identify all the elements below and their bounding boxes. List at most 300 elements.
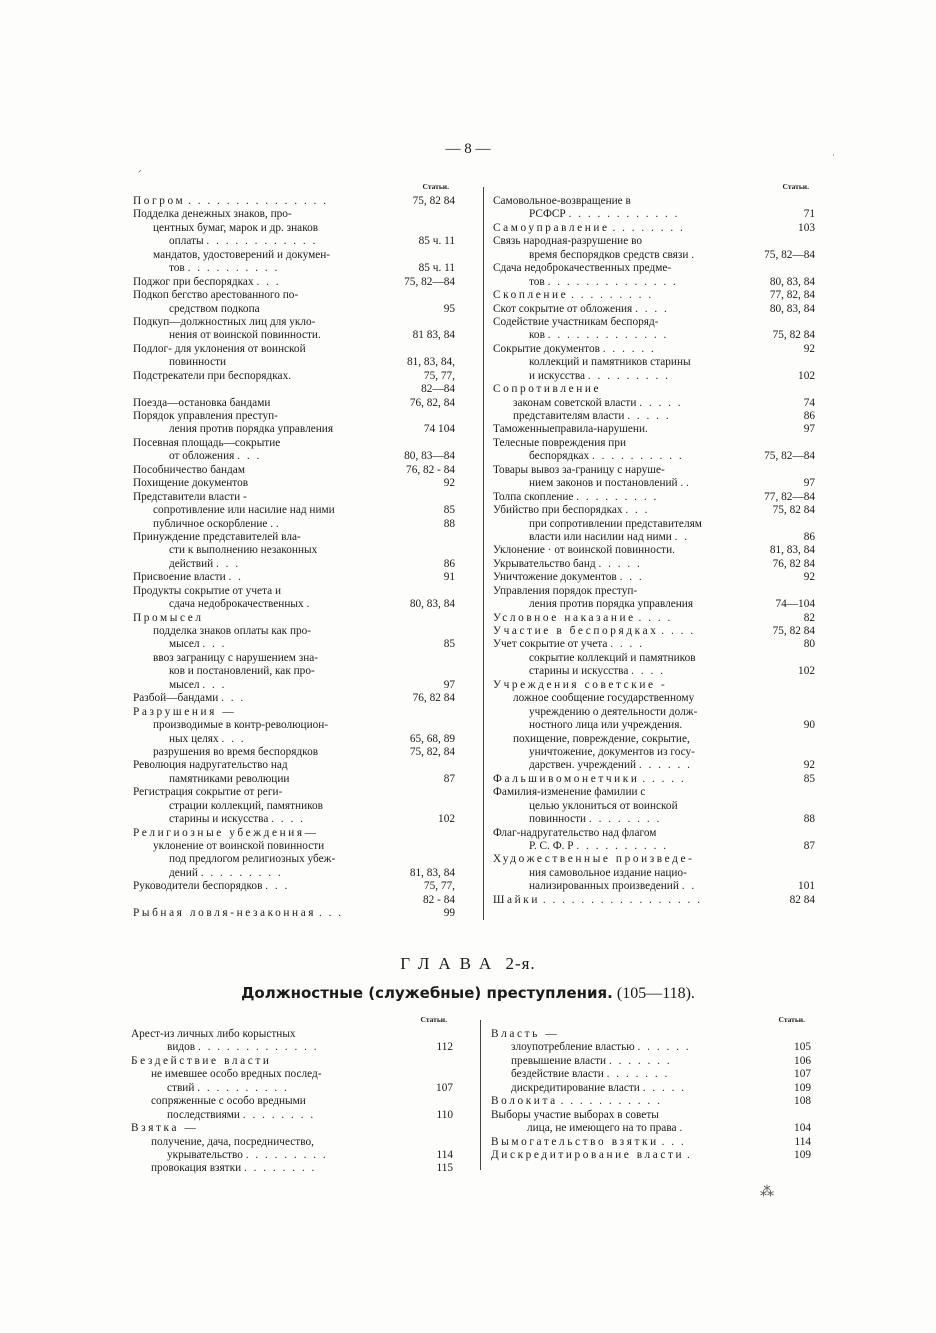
entry-text — [133, 195, 328, 208]
entry-text — [529, 706, 697, 719]
index-entry — [493, 867, 815, 880]
article-numbers: 80, 83, 84 — [409, 598, 455, 611]
column-header: Статьи. — [782, 182, 809, 191]
entry-text — [493, 423, 648, 436]
index-entry — [133, 464, 455, 477]
leader-dots: . . — [228, 571, 243, 584]
index-entry — [491, 1122, 811, 1135]
leader-dots: . . . . . . . . — [588, 813, 662, 826]
index-entry — [133, 491, 455, 504]
chapter-number: 2-я. — [505, 954, 536, 973]
entry-label: Уничтожение документов — [493, 571, 617, 584]
entry-label: Подстрекатели при беспорядках. — [133, 369, 292, 382]
entry-label: мысел — [169, 638, 200, 651]
leader-dots: . . . . . . . . — [612, 221, 685, 234]
entry-label: видов — [167, 1041, 196, 1054]
entry-label: повинности — [529, 813, 587, 826]
article-numbers: 86 — [803, 530, 815, 543]
entry-label: укрывательство — [167, 1148, 243, 1161]
entry-label: целью уклониться от воинской — [529, 799, 678, 812]
entry-text — [169, 800, 323, 813]
entry-text — [153, 518, 279, 531]
entry-label: законам советской власти — [513, 396, 637, 409]
entry-text — [133, 477, 248, 490]
article-numbers: 76, 82 - 84 — [406, 463, 455, 476]
article-numbers: 75, 82 84 — [772, 329, 815, 342]
entry-label: провокация взятки — [151, 1162, 242, 1175]
index-entry — [133, 813, 455, 826]
index-entry — [133, 652, 455, 665]
article-numbers: 104 — [794, 1122, 811, 1135]
leader-dots: . . . . . . . . . — [571, 289, 654, 302]
entry-text — [493, 638, 644, 651]
index-entry — [133, 235, 455, 248]
leader-dots: . . . . — [661, 625, 696, 637]
entry-label: Самовольное-возвращение в — [493, 195, 631, 207]
article-numbers: 110 — [436, 1108, 453, 1121]
entry-text — [131, 1122, 198, 1135]
index-entry — [493, 356, 815, 369]
entry-label: время беспорядков средств связи . — [529, 248, 695, 261]
entry-text — [513, 410, 671, 423]
index-entry — [493, 773, 815, 786]
index-entry — [133, 370, 455, 383]
entry-label: Поджог при беспорядках — [133, 275, 254, 288]
index-entry — [493, 719, 815, 732]
entry-text — [527, 1122, 682, 1135]
entry-text — [133, 786, 282, 799]
entry-label: Дискредитирование власти — [491, 1148, 685, 1161]
entry-label: подделка знаков оплаты как про- — [153, 625, 312, 637]
article-numbers: 92 — [803, 342, 815, 355]
entry-label: Регистрация сокрытие от реги- — [133, 786, 283, 799]
entry-text — [529, 477, 689, 490]
index-entry — [493, 612, 815, 625]
leader-dots: . . . . . . . . — [243, 1162, 317, 1175]
entry-label: власти или насилии над ними — [529, 530, 672, 543]
entry-label: Разрушения — — [133, 705, 237, 718]
entry-label: Сдача недоброкачественных предме- — [493, 262, 672, 275]
index-entry — [133, 544, 455, 557]
entry-label: Разбой—бандами — [133, 692, 219, 705]
index-entry — [491, 1068, 811, 1081]
entry-text — [491, 1136, 686, 1149]
index-entry — [133, 531, 455, 544]
entry-label: Поезда—остановка бандами — [133, 396, 271, 409]
index-entry — [493, 477, 815, 490]
entry-label: дискредитирование власти — [511, 1081, 640, 1094]
index-entry — [493, 544, 815, 557]
entry-label: Условное наказание — [493, 611, 636, 624]
index-entry — [133, 598, 455, 611]
entry-label: Принуждение представителей вла- — [133, 530, 301, 543]
index-entry — [493, 518, 815, 531]
entry-label: разрушения во время беспорядков — [153, 745, 319, 758]
ink-mark: · — [832, 150, 835, 160]
entry-text — [153, 719, 328, 732]
entry-text — [133, 464, 245, 477]
article-numbers: 102 — [798, 369, 815, 382]
index-column-top-right — [493, 181, 815, 907]
leader-dots: . . . . . — [642, 772, 686, 785]
leader-dots: . . . . . . . . . . . . . . . . . — [542, 893, 703, 906]
entry-label: при сопротивлении представителям — [529, 517, 702, 530]
index-entry — [493, 531, 815, 544]
entry-text — [529, 665, 665, 678]
leader-dots: . . — [674, 530, 690, 543]
entry-text — [151, 1162, 316, 1175]
index-entry — [493, 383, 815, 396]
entry-text — [529, 450, 684, 463]
entry-text — [167, 1082, 289, 1095]
index-entry — [493, 652, 815, 665]
entry-label: бездействие власти — [511, 1068, 604, 1081]
leader-dots: . . . . . . . . . . . . . . . — [188, 195, 329, 207]
entry-label: Рыбная ловля-незаконная — [133, 907, 317, 920]
index-entry — [493, 343, 815, 356]
index-entry — [493, 329, 815, 342]
entry-label: Выборы участие выборах в советы — [491, 1108, 659, 1121]
article-numbers: 97 — [803, 477, 815, 490]
entry-label: страции коллекций, памятников — [169, 799, 324, 812]
article-numbers: 81 83, 84 — [412, 329, 455, 342]
index-entry — [131, 1082, 453, 1095]
entry-label: Продукты сокрытие от учета и — [133, 584, 281, 597]
index-entry — [133, 625, 455, 638]
entry-text — [169, 638, 227, 651]
index-entry — [493, 746, 815, 759]
entry-text — [493, 612, 672, 625]
entry-text — [169, 329, 321, 342]
entry-text — [493, 464, 665, 477]
entry-text — [133, 612, 204, 625]
entry-text — [153, 222, 318, 235]
index-entry — [133, 558, 455, 571]
index-entry — [493, 665, 815, 678]
article-numbers: 76, 82 84 — [772, 557, 815, 570]
entry-text — [133, 706, 236, 719]
entry-label: ввоз заграницу с нарушением зна- — [153, 651, 319, 664]
entry-label: Присвоение власти — [133, 571, 226, 584]
entry-label: Вымогательство взятки — [491, 1135, 659, 1148]
entry-text — [493, 773, 686, 786]
article-numbers: 102 — [798, 665, 815, 678]
article-numbers: 82 — [803, 611, 815, 624]
entry-text — [133, 907, 343, 920]
article-numbers: 107 — [794, 1068, 811, 1081]
entry-label: Учреждения советские - — [493, 678, 668, 691]
index-entry — [491, 1055, 811, 1068]
article-numbers: 75, 77, — [423, 369, 455, 382]
entry-text — [169, 679, 227, 692]
column-header: Статьи. — [422, 182, 449, 191]
entry-text — [153, 625, 311, 638]
leader-dots: . . . . . . — [637, 1041, 691, 1054]
entry-text — [529, 880, 696, 893]
article-numbers: 87 — [443, 772, 455, 785]
entry-text — [529, 759, 692, 772]
entry-label: злоупотребление властью — [511, 1041, 635, 1054]
entry-text — [153, 746, 318, 759]
leader-dots: . . . — [265, 880, 290, 893]
leader-dots: . . . . . . . . . . . . . . — [547, 275, 678, 288]
leader-dots: . . . . . . . . . — [200, 866, 283, 879]
index-entry — [491, 1136, 811, 1149]
chapter-article-range: (105—118). — [616, 985, 695, 1002]
leader-dots: . . . . . . . . . . . . — [568, 208, 680, 221]
entry-text — [513, 692, 694, 705]
article-numbers: 108 — [794, 1095, 811, 1108]
entry-label: ления против порядка управления — [529, 598, 694, 611]
index-entry — [493, 894, 815, 907]
index-entry — [493, 786, 815, 799]
entry-text — [491, 1028, 559, 1041]
entry-label: похищение, повреждение, сокрытие, — [513, 732, 690, 745]
index-entry — [133, 907, 455, 920]
entry-label: Представители власти - — [133, 490, 247, 503]
entry-label: центных бумаг, марок и др. знаков — [153, 221, 319, 234]
page-number: — 8 — — [445, 141, 491, 157]
entry-label: Укрывательство банд — [493, 557, 596, 570]
index-entry — [493, 423, 815, 436]
index-entry — [133, 773, 455, 786]
entry-text — [529, 370, 670, 383]
article-numbers: 95 — [443, 302, 455, 315]
entry-text — [529, 329, 668, 342]
entry-label: беспорядках — [529, 450, 590, 463]
leader-dots: . . . . . . . . . — [245, 1148, 328, 1161]
entry-label: Подкоп бегство арестованного по- — [133, 289, 299, 302]
entry-label: мысел — [169, 678, 200, 691]
index-entry — [493, 625, 815, 638]
leader-dots: . . . . . . . . . . — [187, 262, 280, 275]
index-entry — [493, 370, 815, 383]
entry-label: ствий — [167, 1081, 195, 1094]
article-numbers: 92 — [803, 759, 815, 772]
entry-label: Уклонение · от воинской повинности. — [493, 544, 675, 557]
article-numbers: 109 — [794, 1148, 811, 1161]
article-numbers: 74 — [803, 396, 815, 409]
article-numbers: 75, 77, — [423, 880, 455, 893]
index-entry — [493, 195, 815, 208]
index-entry — [133, 276, 455, 289]
index-column-bottom-right — [491, 1014, 811, 1162]
entry-label: не имевшее особо вредных послед- — [151, 1068, 322, 1081]
entry-label: сокрытие коллекций и памятников — [529, 651, 696, 664]
index-entry — [493, 491, 815, 504]
entry-label: уничтожение, документов из госу- — [529, 745, 695, 758]
article-numbers: 114 — [436, 1148, 453, 1161]
entry-text — [511, 1068, 669, 1081]
article-numbers: 80, 83—84 — [404, 450, 455, 463]
entry-label: Подлог- для уклонения от воинской — [133, 342, 306, 355]
entry-label: Р. С. Ф. Р — [529, 840, 574, 852]
entry-text — [153, 249, 330, 262]
leader-dots: . . . — [202, 638, 227, 651]
index-entry — [493, 827, 815, 840]
index-entry — [133, 397, 455, 410]
leader-dots: . . . . . . . . . . — [576, 840, 669, 852]
entry-text — [529, 800, 678, 813]
leader-dots: . . . . — [635, 302, 669, 315]
entry-label: Содействие участникам беспоряд- — [493, 315, 659, 328]
index-entry — [493, 504, 815, 517]
index-entry — [493, 249, 815, 262]
article-numbers: 97 — [803, 423, 815, 436]
leader-dots: . . . . . . . . . — [576, 490, 659, 503]
entry-text — [131, 1055, 272, 1068]
index-entry — [493, 853, 815, 866]
entry-text — [133, 316, 315, 329]
entry-text — [493, 437, 626, 450]
entry-label: ния самовольное издание нацио- — [529, 866, 687, 879]
entry-label: от обложения — [169, 450, 235, 463]
index-entry — [131, 1095, 453, 1108]
index-column-top-left — [133, 181, 455, 921]
leader-dots: . . . . . . . . . . . . . — [197, 1041, 319, 1054]
index-entry — [133, 719, 455, 732]
leader-dots: . . . . . — [598, 557, 642, 570]
entry-label: Товары вывоз за-границу с наруше- — [493, 463, 665, 476]
entry-text — [169, 303, 260, 316]
article-numbers: 65, 68, 89 — [409, 732, 455, 745]
entry-label: лица, не имеющего на то права . — [527, 1122, 683, 1135]
leader-dots: . . . — [221, 692, 246, 705]
entry-text — [169, 773, 289, 786]
leader-dots: . . . — [216, 557, 241, 570]
article-numbers: 88 — [803, 813, 815, 826]
entry-label: Посевная площадь—сокрытие — [133, 436, 281, 449]
entry-text — [151, 1068, 322, 1081]
entry-text — [133, 397, 270, 410]
entry-label: тов — [529, 275, 545, 288]
entry-label: и искусства — [529, 369, 586, 382]
index-entry — [133, 759, 455, 772]
entry-label: Пособничество бандам — [133, 463, 245, 476]
entry-text — [529, 249, 694, 262]
column-divider — [483, 187, 484, 920]
index-entry — [493, 262, 815, 275]
entry-label: дарствен. учреждений — [529, 759, 637, 772]
index-entry — [131, 1122, 453, 1135]
entry-text — [169, 558, 240, 571]
entry-text — [169, 423, 333, 436]
index-entry — [133, 800, 455, 813]
index-entry — [493, 235, 815, 248]
index-entry — [131, 1068, 453, 1081]
article-numbers: 105 — [794, 1041, 811, 1054]
entry-label: получение, дача, посредничество, — [151, 1135, 314, 1148]
entry-label: последствиями — [167, 1108, 240, 1121]
index-entry — [493, 706, 815, 719]
index-entry — [133, 571, 455, 584]
leader-dots: . . . . . . . . . . — [197, 1081, 289, 1094]
index-entry — [493, 638, 815, 651]
entry-label: Фальшивомонетчики — [493, 772, 640, 785]
entry-label: сти к выполнению незаконных — [169, 544, 318, 557]
article-numbers: 92 — [803, 571, 815, 584]
leader-dots: . . . — [318, 907, 344, 920]
entry-text — [133, 531, 301, 544]
article-numbers: 75, 82 84 — [772, 504, 815, 517]
entry-text — [511, 1055, 672, 1068]
entry-text — [133, 571, 243, 584]
article-numbers: 77, 82, 84 — [769, 289, 815, 302]
leader-dots: . . . . — [631, 665, 665, 678]
leader-dots: . . . — [202, 678, 227, 691]
index-entry — [493, 276, 815, 289]
entry-label: Фамилия-изменение фамилии с — [493, 786, 646, 799]
ink-mark: ⁂ — [760, 1185, 774, 1200]
entry-label: мандатов, удостоверений и докумен- — [153, 248, 331, 261]
entry-text — [151, 1136, 314, 1149]
index-entry — [493, 692, 815, 705]
entry-text — [133, 276, 281, 289]
index-entry — [133, 679, 455, 692]
leader-dots: . . . . . . . . . . . . . — [547, 329, 669, 342]
leader-dots: . . . . . . — [602, 342, 656, 355]
index-entry — [133, 867, 455, 880]
entry-text — [493, 894, 702, 907]
article-numbers: 75, 82—84 — [764, 450, 815, 463]
article-numbers: 101 — [798, 880, 815, 893]
entry-label: Взятка — — [131, 1122, 199, 1135]
index-entry — [133, 329, 455, 342]
article-numbers: 71 — [803, 208, 815, 221]
entry-text — [169, 356, 226, 369]
leader-dots: . . . . . . . . . . . — [560, 1095, 662, 1108]
entry-label: повинности — [169, 356, 227, 369]
chapter-subtitle — [0, 984, 936, 1003]
article-numbers: 97 — [443, 678, 455, 691]
entry-text — [493, 343, 656, 356]
leader-dots: . . . . . . . . . — [587, 369, 670, 382]
article-numbers: 99 — [443, 907, 455, 920]
entry-text — [169, 262, 279, 275]
article-numbers: 82 - 84 — [422, 893, 455, 906]
index-entry — [493, 464, 815, 477]
entry-label: Скот сокрытие от обложения — [493, 302, 633, 315]
entry-label: Руководители беспорядков — [133, 880, 263, 893]
article-numbers: 76, 82 84 — [412, 692, 455, 705]
index-entry — [493, 585, 815, 598]
entry-label: превышение власти — [511, 1054, 607, 1067]
chapter-label: ГЛАВА — [400, 954, 501, 973]
index-entry — [493, 316, 815, 329]
entry-label: старины и искусства — [169, 813, 269, 826]
index-entry — [133, 222, 455, 235]
leader-dots: . . . — [619, 571, 644, 584]
entry-text — [493, 827, 656, 840]
index-entry — [493, 880, 815, 893]
entry-label: ложное сообщение государственному — [513, 692, 695, 705]
entry-label: памятниками революции — [169, 772, 290, 785]
index-entry — [493, 222, 815, 235]
entry-label: Управления порядок преступ- — [493, 584, 638, 597]
entry-text — [529, 518, 702, 531]
entry-label: РСФСР — [529, 208, 566, 221]
index-entry — [493, 303, 815, 316]
chapter-subtitle-text: Должностные (служебные) преступления. — [241, 984, 613, 1002]
entry-text — [529, 652, 696, 665]
article-numbers: 80, 83, 84 — [769, 275, 815, 288]
article-numbers: 80, 83, 84 — [769, 302, 815, 315]
index-entry — [133, 303, 455, 316]
index-entry — [133, 692, 455, 705]
article-numbers: 75, 82—84 — [404, 275, 455, 288]
entry-text — [511, 1082, 686, 1095]
entry-text — [493, 585, 637, 598]
